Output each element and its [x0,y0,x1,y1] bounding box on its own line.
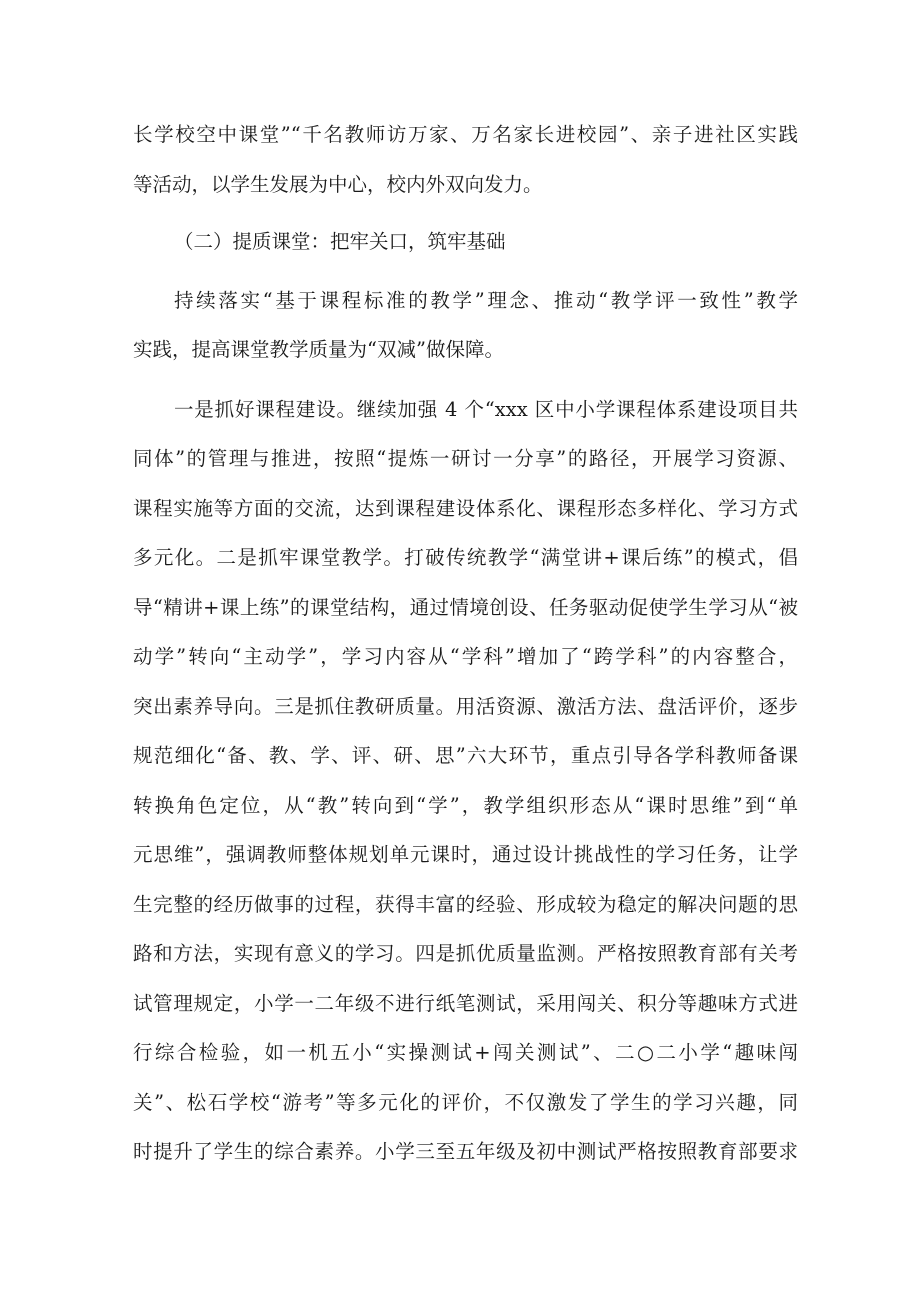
paragraph-line: 生完整的经历做事的过程，获得丰富的经验、形成较为稳定的解决问题的思 [133,893,798,916]
paragraph-line: 持续落实“基于课程标准的教学”理念、推动“教学评一致性”教学 [174,289,798,312]
paragraph-line: 转换角色定位，从“教”转向到“学”，教学组织形态从“课时思维”到“单 [133,794,798,817]
section-heading: （二）提质课堂：把牢关口，筑牢基础 [174,230,506,253]
paragraph-line: 行综合检验，如一机五小“实操测试+闯关测试”、二○二小学“趣味闯 [133,1041,798,1064]
paragraph-line: 试管理规定，小学一二年级不进行纸笔测试，采用闯关、积分等趣味方式进 [133,992,798,1015]
paragraph-line: 课程实施等方面的交流，达到课程建设体系化、课程形态多样化、学习方式 [133,497,798,520]
paragraph-line: 实践，提高课堂教学质量为“双减”做保障。 [133,338,504,361]
paragraph-line: 元思维”，强调教师整体规划单元课时，通过设计挑战性的学习任务，让学 [133,843,798,866]
paragraph-line: 时提升了学生的综合素养。小学三至五年级及初中测试严格按照教育部要求 [133,1140,798,1163]
paragraph-line: 长学校空中课堂”“千名教师访万家、万名家长进校园”、亲子进社区实践 [133,123,798,146]
paragraph-line: 关”、松石学校“游考”等多元化的评价，不仅激发了学生的学习兴趣，同 [133,1091,798,1114]
paragraph-line: 多元化。二是抓牢课堂教学。打破传统教学“满堂讲+课后练”的模式，倡 [133,546,798,569]
paragraph-line: 等活动，以学生发展为中心，校内外双向发力。 [133,173,543,196]
paragraph-line: 一是抓好课程建设。继续加强 4 个“xxx 区中小学课程体系建设项目共 [174,398,798,421]
paragraph-line: 突出素养导向。三是抓住教研质量。用活资源、激活方法、盘活评价，逐步 [133,695,798,718]
paragraph-line: 动学”转向“主动学”，学习内容从“学科”增加了“跨学科”的内容整合， [133,645,798,668]
paragraph-line: 路和方法，实现有意义的学习。四是抓优质量监测。严格按照教育部有关考 [133,942,798,965]
paragraph-line: 导“精讲+课上练”的课堂结构，通过情境创设、任务驱动促使学生学习从“被 [133,596,798,619]
paragraph-line: 同体”的管理与推进，按照“提炼一研讨一分享”的路径，开展学习资源、 [133,447,798,470]
paragraph-line: 规范细化“备、教、学、评、研、思”六大环节，重点引导各学科教师备课 [133,744,798,767]
